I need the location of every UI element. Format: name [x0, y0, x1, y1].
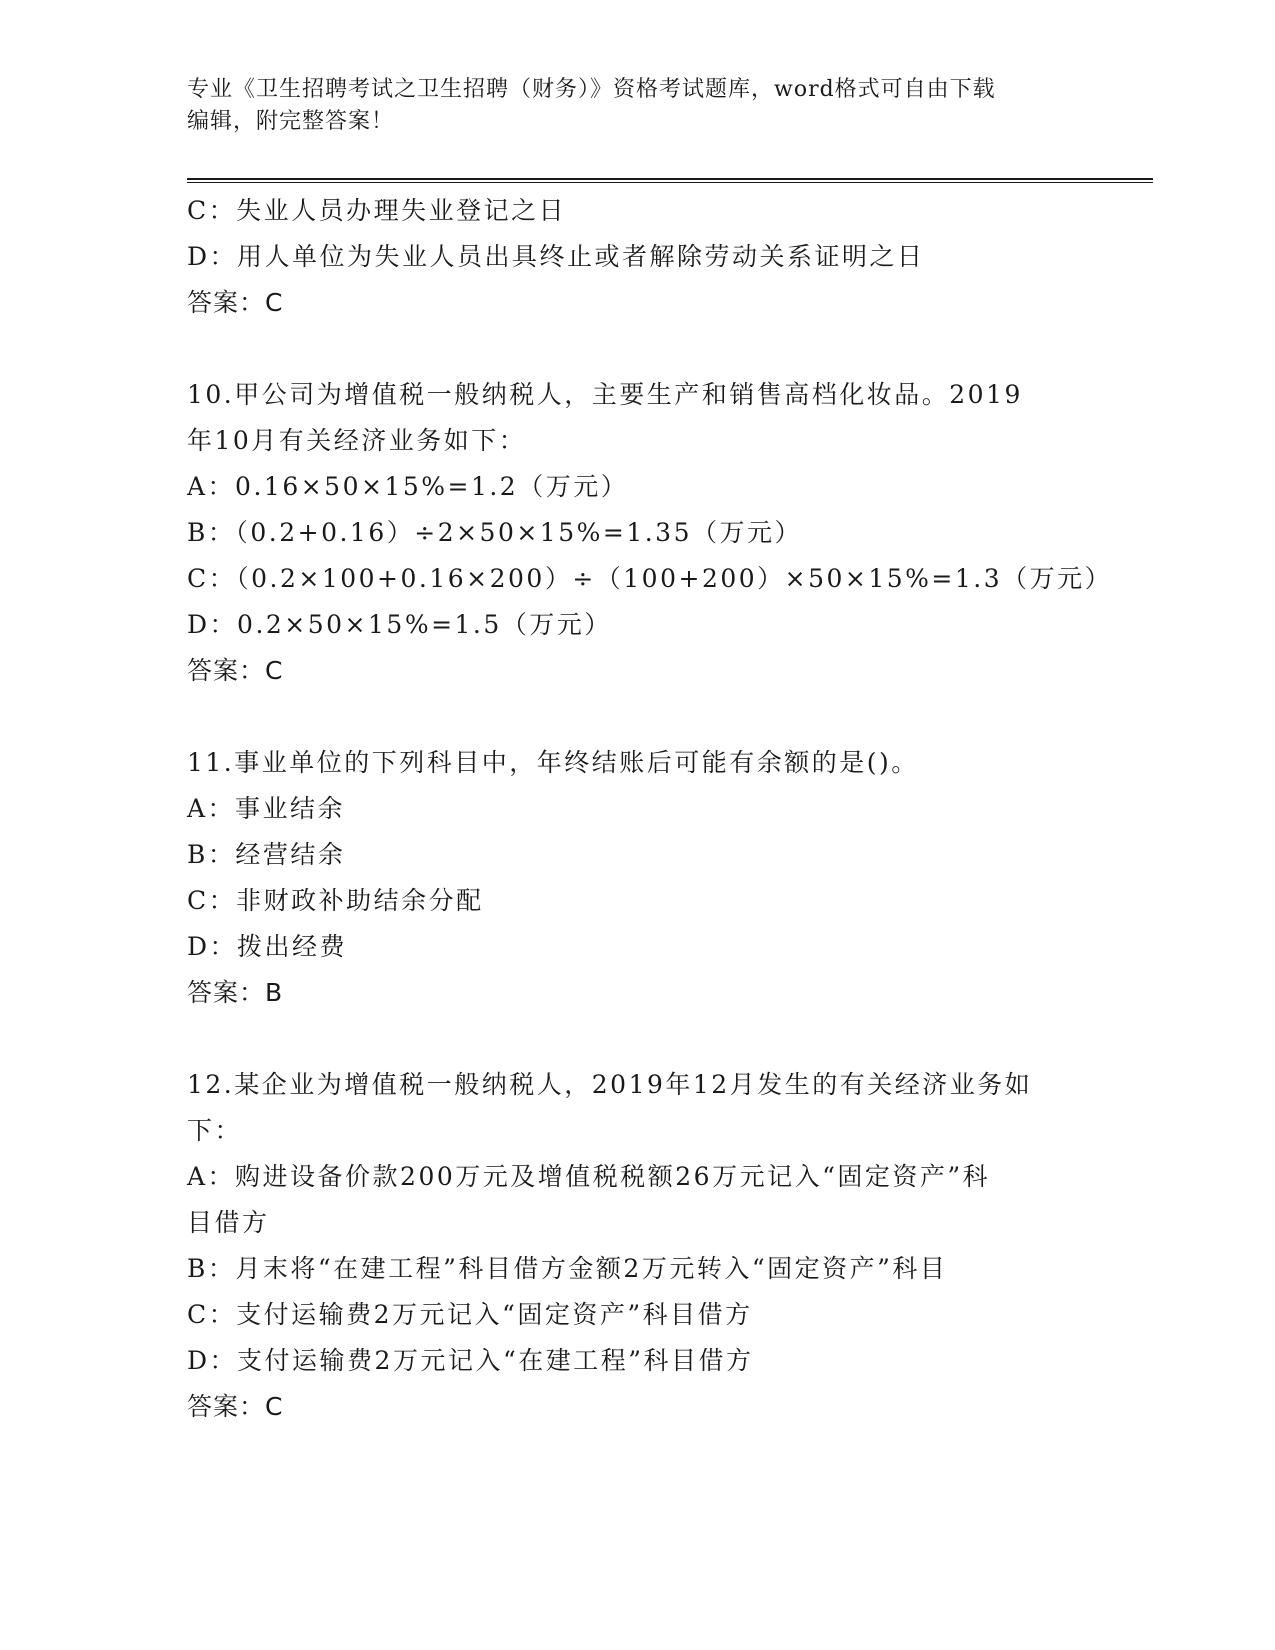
option-b: B：经营结余 [187, 840, 346, 869]
answer: 答案：C [187, 288, 284, 317]
spacer [187, 694, 1087, 740]
option-a-continued: 目借方 [187, 1208, 270, 1237]
answer: 答案：C [187, 656, 284, 685]
header-divider-thin [187, 182, 1153, 183]
option-a: A：事业结余 [187, 794, 346, 823]
document-body [187, 188, 1113, 1430]
question-9-tail [187, 188, 1087, 326]
document-header [187, 74, 1087, 138]
option-a: A：0.16×50×15%=1.2（万元） [187, 472, 629, 501]
answer: 答案：B [187, 978, 284, 1007]
option-b: B：（0.2+0.16）÷2×50×15%=1.35（万元） [187, 518, 802, 547]
question-stem: 12.某企业为增值税一般纳税人，2019年12月发生的有关经济业务如 [187, 1070, 1033, 1099]
header-line-2: 编辑，附完整答案！ [187, 109, 395, 134]
answer: 答案：C [187, 1392, 284, 1421]
header-line-1: 专业《卫生招聘考试之卫生招聘（财务）》资格考试题库，word格式可自由下载 [187, 77, 996, 102]
question-11 [187, 740, 1087, 1016]
question-stem: 10.甲公司为增值税一般纳税人，主要生产和销售高档化妆品。2019 [187, 380, 1023, 409]
question-stem-continued: 下： [187, 1116, 243, 1145]
question-stem-continued: 年10月有关经济业务如下： [187, 426, 527, 455]
option-a: A：购进设备价款200万元及增值税税额26万元记入“固定资产”科 [187, 1162, 991, 1191]
spacer [187, 1016, 1087, 1062]
spacer [187, 326, 1087, 372]
option-c: C：（0.2×100+0.16×200）÷（100+200）×50×15%=1.3（万元） [187, 564, 1113, 593]
option-c: C：支付运输费2万元记入“固定资产”科目借方 [187, 1300, 753, 1329]
option-d: D：用人单位为失业人员出具终止或者解除劳动关系证明之日 [187, 242, 925, 271]
question-12 [187, 1062, 1087, 1430]
option-d: D：拨出经费 [187, 932, 348, 961]
option-c: C：非财政补助结余分配 [187, 886, 484, 915]
option-d: D：0.2×50×15%=1.5（万元） [187, 610, 612, 639]
question-stem: 11.事业单位的下列科目中，年终结账后可能有余额的是()。 [187, 748, 919, 777]
option-d: D：支付运输费2万元记入“在建工程”科目借方 [187, 1346, 754, 1375]
option-c: C：失业人员办理失业登记之日 [187, 196, 567, 225]
option-b: B：月末将“在建工程”科目借方金额2万元转入“固定资产”科目 [187, 1254, 948, 1283]
question-10 [187, 372, 1113, 694]
header-divider-thick [187, 178, 1153, 180]
